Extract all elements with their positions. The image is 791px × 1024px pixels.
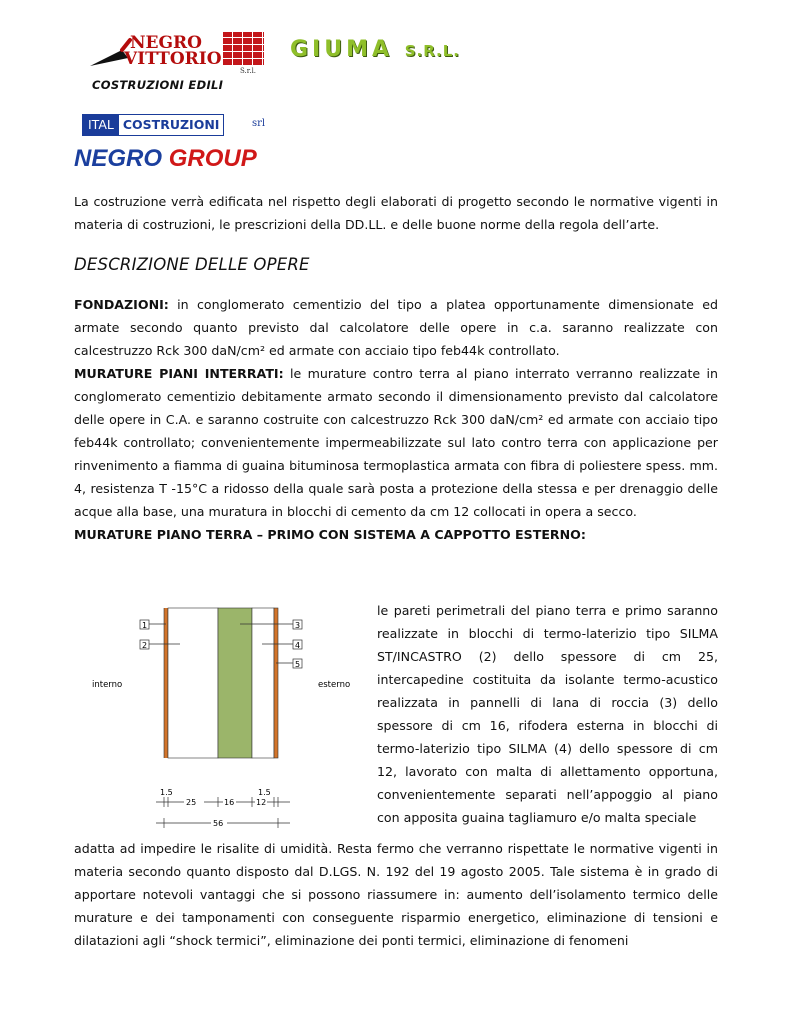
murature-interrati-text: le murature contro terra al piano interrato verranno realizzate in conglomerato cementizio debitamente armato secondo il dimensionamento previsto dal calcolatore delle opere in C.A. e saranno costruite con calcestruzzo Rck 300 daN/cm² ed armate con acciaio tipo feb44k controllato; convenientemente impermeabilizzate sul lato contro terra con applicazione per rinvenimento a fiamma di guaina bituminosa termoplastica armata con fibra di poliestere spess. mm. 4, resistenza T -15°C a ridosso della quale sarà posta a protezione della stessa e per drenaggio delle acque alla base, una muratura in blocchi di cemento da cm 12 collocati in opera a secco. bbox=[74, 366, 718, 519]
inner-render-layer bbox=[164, 608, 168, 758]
fondazioni-label: FONDAZIONI: bbox=[74, 297, 169, 312]
dim-25: 25 bbox=[186, 798, 197, 807]
negro-group-title bbox=[74, 145, 257, 173]
group-word2: GROUP bbox=[168, 145, 257, 172]
bricks-icon bbox=[222, 32, 264, 66]
label-esterno: esterno bbox=[318, 680, 351, 690]
bottom-paragraph: adatta ad impedire le risalite di umidità. Resta fermo che verranno rispettate le normative vigenti in materia secondo quanto disposto dal D.LGS. N. 192 del 19 agosto 2005. Tale sistema è in grado di apportare notevoli vantaggi che si possono riassumere in: aumento dell’isolamento termico delle murature e dei tamponamenti con conseguente risparmio energetico, eliminazione di tensioni e dilatazioni agli “shock termici”, eliminazione dei ponti termici, eliminazione di fenomeni bbox=[74, 841, 718, 948]
fondazioni-paragraph bbox=[74, 293, 718, 362]
dim-1-5-right: 1.5 bbox=[258, 788, 271, 797]
intro-paragraph: La costruzione verrà edificata nel rispetto degli elaborati di progetto secondo le normative vigenti in materia di costruzioni, le prescrizioni della DD.LL. e delle buone norme della regola dell’arte. bbox=[74, 194, 718, 232]
section-title: DESCRIZIONE DELLE OPERE bbox=[74, 255, 310, 274]
costruzioni-edili-label: COSTRUZIONI EDILI bbox=[92, 78, 224, 92]
outer-render-layer bbox=[274, 608, 278, 758]
insulation-layer bbox=[218, 608, 252, 758]
wall-section-diagram bbox=[80, 598, 360, 838]
outer-block-layer bbox=[252, 608, 274, 758]
group-word1: NEGRO bbox=[74, 145, 163, 172]
negro-vittorio-logo bbox=[88, 30, 268, 96]
dim-56: 56 bbox=[213, 819, 224, 828]
dim-1-5-left: 1.5 bbox=[160, 788, 173, 797]
ital-part2: COSTRUZIONI bbox=[119, 115, 224, 135]
side-paragraph: le pareti perimetrali del piano terra e primo saranno realizzate in blocchi di termo-laterizio tipo SILMA ST/INCASTRO (2) dello spessore di cm 25, intercapedine costituita da isolante termo-acustico realizzata in pannelli di lana di roccia (3) dello spessore di cm 16, rifodera esterna in blocchi di termo-laterizio tipo SILMA (4) dello spessore di cm 12, lavorato con malta di allettamento opportuna, convenientemente separati nell’appoggio al piano con apposita guaina tagliamuro e/o malta speciale bbox=[377, 603, 718, 825]
callout-4: 4 bbox=[295, 641, 301, 650]
ital-costruzioni-logo bbox=[82, 114, 224, 136]
murature-interrati-label: MURATURE PIANI INTERRATI: bbox=[74, 366, 284, 381]
label-interno: interno bbox=[92, 680, 123, 690]
dim-16: 16 bbox=[224, 798, 235, 807]
dim-12: 12 bbox=[256, 798, 267, 807]
negro-logo-line1: NEGRO bbox=[130, 33, 202, 53]
callout-3: 3 bbox=[295, 621, 301, 630]
negro-logo-srl: S.r.l. bbox=[240, 67, 257, 75]
body-paragraphs bbox=[74, 293, 718, 546]
callout-1: 1 bbox=[142, 621, 148, 630]
murature-terra-heading: MURATURE PIANO TERRA – PRIMO CON SISTEMA A CAPPOTTO ESTERNO: bbox=[74, 527, 586, 542]
giuma-name: GIUMA bbox=[290, 37, 394, 62]
callout-5: 5 bbox=[295, 660, 301, 669]
callout-2: 2 bbox=[142, 641, 148, 650]
fondazioni-text: in conglomerato cementizio del tipo a platea opportunamente dimensionate ed armate secondo quanto previsto dal calcolatore delle opere in c.a. saranno realizzate con calcestruzzo Rck 300 daN/cm² ed armate con acciaio tipo feb44k controllato. bbox=[74, 297, 718, 358]
ital-srl: srl bbox=[252, 118, 266, 129]
murature-interrati-paragraph bbox=[74, 362, 718, 523]
giuma-srl: S.R.L. bbox=[404, 42, 460, 60]
negro-logo-line2: VITTORIO bbox=[124, 49, 222, 69]
inner-block-layer bbox=[168, 608, 218, 758]
ital-part1: ITAL bbox=[83, 115, 119, 135]
giuma-logo bbox=[290, 37, 460, 62]
